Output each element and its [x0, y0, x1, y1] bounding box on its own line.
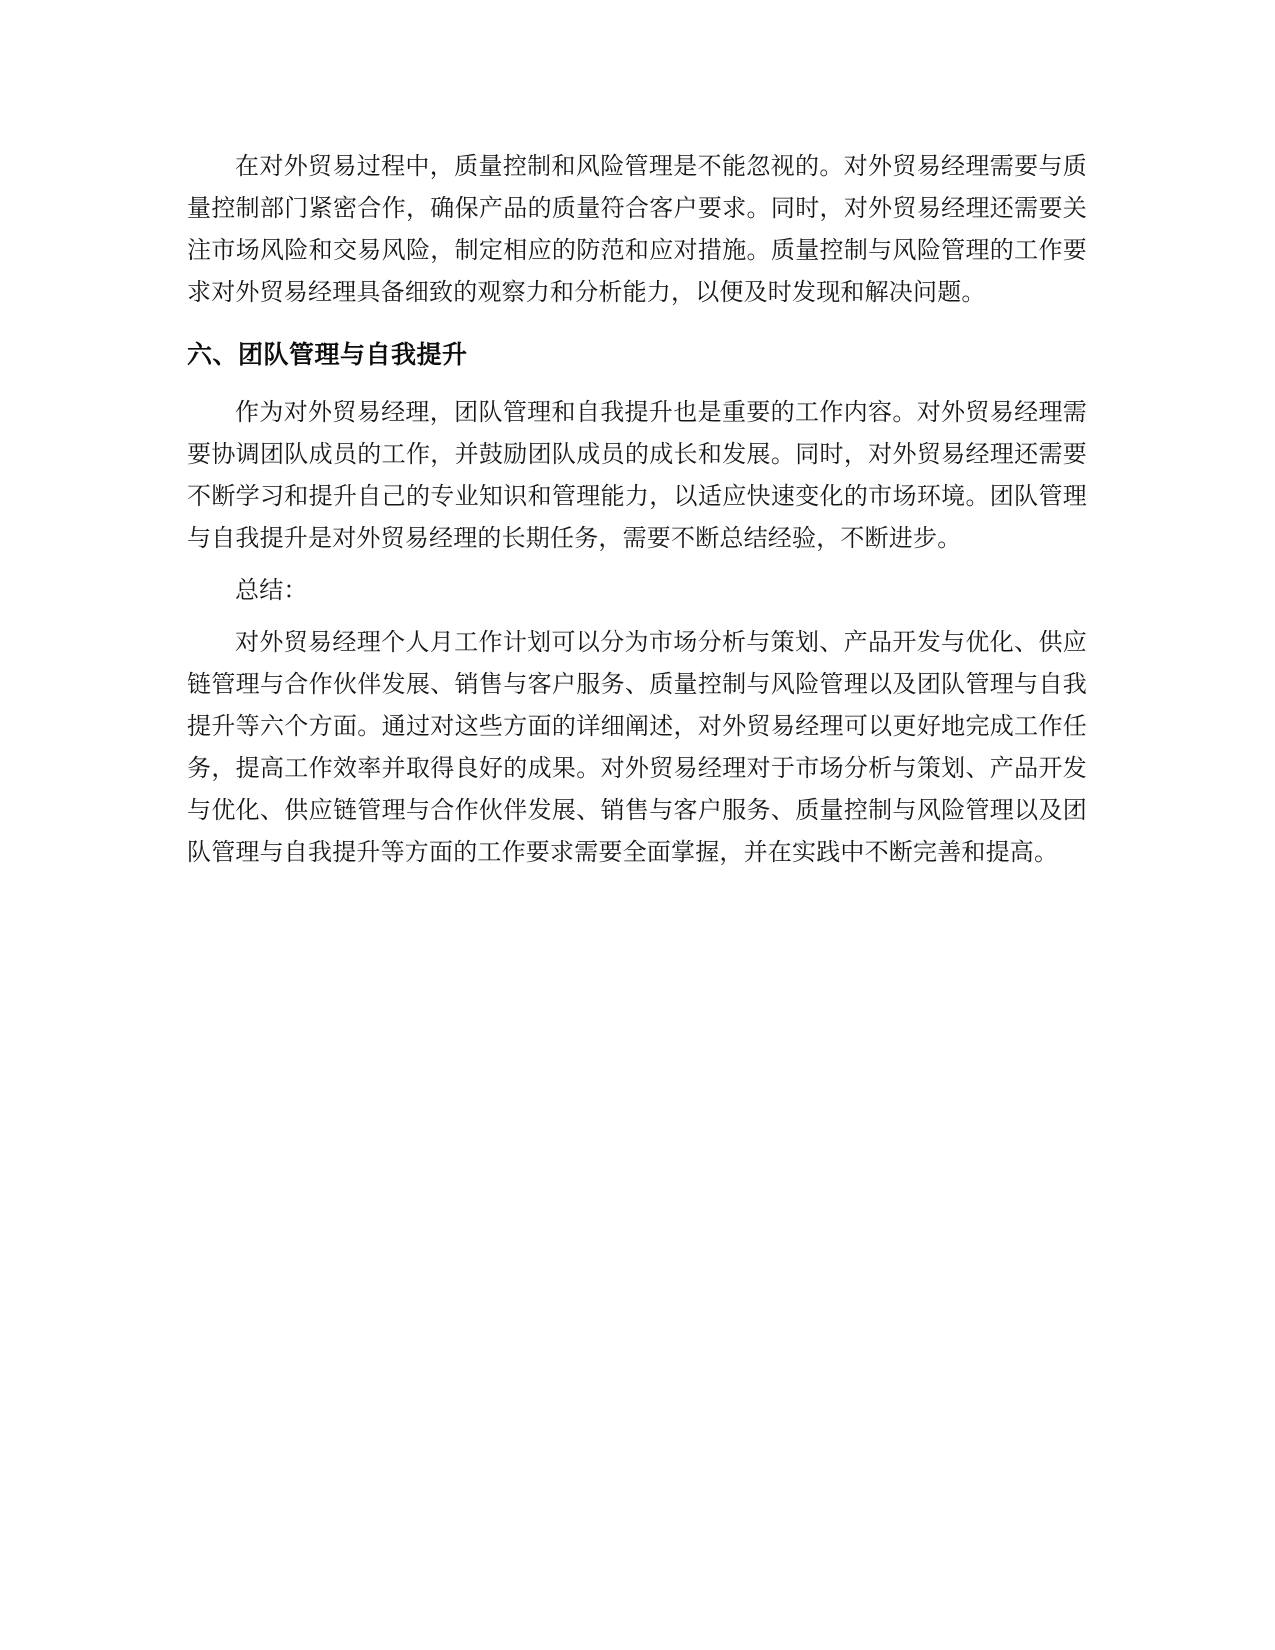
- summary-label: 总结：: [235, 576, 308, 604]
- document-body: [187, 145, 1087, 873]
- paragraph-team-management: 作为对外贸易经理，团队管理和自我提升也是重要的工作内容。对外贸易经理需要协调团队成员的工作，并鼓励团队成员的成长和发展。同时，对外贸易经理还需要不断学习和提升自己的专业知识和管理能力，以适应快速变化的市场环境。团队管理与自我提升是对外贸易经理的长期任务，需要不断总结经验，不断进步。: [187, 398, 1087, 552]
- paragraph-quality-risk: 在对外贸易过程中，质量控制和风险管理是不能忽视的。对外贸易经理需要与质量控制部门紧密合作，确保产品的质量符合客户要求。同时，对外贸易经理还需要关注市场风险和交易风险，制定相应的防范和应对措施。质量控制与风险管理的工作要求对外贸易经理具备细致的观察力和分析能力，以便及时发现和解决问题。: [187, 152, 1087, 306]
- paragraph-summary: 对外贸易经理个人月工作计划可以分为市场分析与策划、产品开发与优化、供应链管理与合作伙伴发展、销售与客户服务、质量控制与风险管理以及团队管理与自我提升等六个方面。通过对这些方面的详细阐述，对外贸易经理可以更好地完成工作任务，提高工作效率并取得良好的成果。对外贸易经理对于市场分析与策划、产品开发与优化、供应链管理与合作伙伴发展、销售与客户服务、质量控制与风险管理以及团队管理与自我提升等方面的工作要求需要全面掌握，并在实践中不断完善和提高。: [187, 628, 1087, 866]
- section-heading-team-management: 六、团队管理与自我提升: [187, 340, 468, 369]
